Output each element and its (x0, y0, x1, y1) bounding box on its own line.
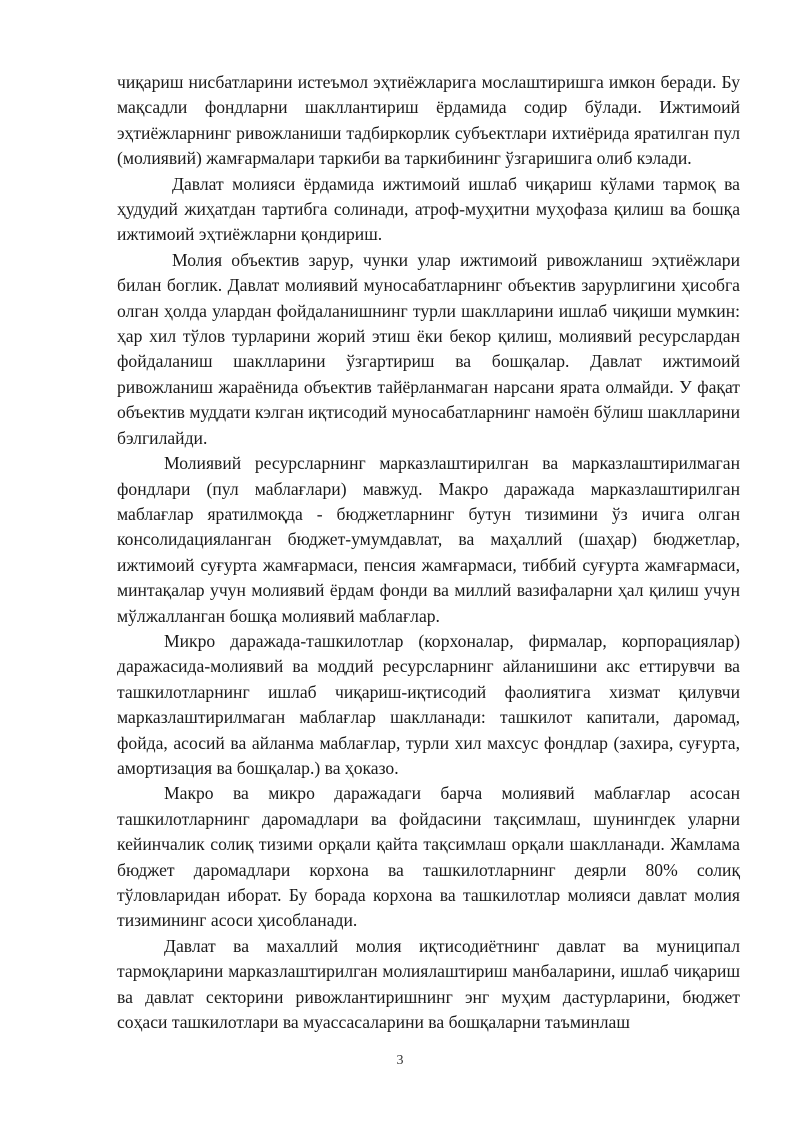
page-number: 3 (396, 1053, 404, 1068)
paragraph-6: Макро ва микро даражадаги барча молиявий маблағлар асосан ташкилотларнинг даромадлари ва фойдасини тақсимлаш, шунингдек уларни кейинчалик солиқ тизими орқали қайта тақсимлаш орқали шаклланади. Жамлама бюджет даромадлари корхона ва ташкилотларнинг деярли 80% солиқ тўловларидан иборат. Бу борада корхона ва ташкилотлар молияси давлат молия тизимининг асоси ҳисобланади. (117, 783, 740, 931)
paragraph-2: Давлат молияси ёрдамида ижтимоий ишлаб чиқариш кўлами тармоқ ва ҳудудий жиҳатдан тартибга солинади, атроф-муҳитни муҳофаза қилиш ва бошқа ижтимоий эҳтиёжларни қондириш. (117, 173, 740, 245)
paragraph-4: Молиявий ресурсларнинг марказлаштирилган ва марказлаштирилмаган фондлари (пул маблағлари) мавжуд. Макро даражада марказлаштирилган маблағлар яратилмоқда - бюджетларнинг бутун тизимини ўз ичига олган консолидацияланган бюджет-умумдавлат, ва маҳаллий (шаҳар) бюджетлар, ижтимоий суғурта жамғармаси, пенсия жамғармаси, тиббий суғурта жамғармаси, минтақалар учун молиявий ёрдам фонди ва миллий вазифаларни ҳал қилиш учун мўлжалланган бошқа молиявий маблағлар. (117, 453, 740, 626)
paragraph-7: Давлат ва махаллий молия иқтисодиётнинг давлат ва муниципал тармоқларини марказлаштирилган молиялаштириш манбаларини, ишлаб чиқариш ва давлат секторини ривожлантиришнинг энг муҳим дастурларини, бюджет соҳаси ташкилотлари ва муассасаларини ва бошқаларни таъминлаш (117, 935, 740, 1033)
paragraph-5: Микро даражада-ташкилотлар (корхоналар, фирмалар, корпорациялар) даражасида-молиявий ва моддий ресурсларнинг айланишини акс еттирувчи ва ташкилотларнинг ишлаб чиқариш-иқтисодий фаолиятига хизмат қилувчи марказлаштирилмаган маблағлар шаклланади: ташкилот капитали, даромад, фойда, асосий ва айланма маблағлар, турли хил махсус фондлар (захира, суғурта, амортизация ва бошқалар.) ва ҳоказо. (117, 630, 740, 778)
paragraph-1: чиқариш нисбатларини истеъмол эҳтиёжларига мослаштиришга имкон беради. Бу мақсадли фондларни шакллантириш ёрдамида содир бўлади. Ижтимоий эҳтиёжларнинг ривожланиши тадбиркорлик субъектлари ихтиёрида яратилган пул (молиявий) жамғармалари таркиби ва таркибининг ўзгаришига олиб кэлади. (117, 72, 740, 169)
paragraph-3: Молия объектив зарур, чунки улар ижтимоий ривожланиш эҳтиёжлари билан боглик. Давлат молиявий муносабатларнинг объектив зарурлигини ҳисобга олган ҳолда улардан фойдаланишнинг турли шаклларини ишлаб чиқиши мумкин: ҳар хил тўлов турларини жорий этиш ёки бекор қилиш, молиявий ресурслардан фойдаланиш шаклларини ўзгартириш ва бошқалар. Давлат ижтимоий ривожланиш жараёнида объектив тайёрланмаган нарсани ярата олмайди. У фақат объектив муддати кэлган иқтисодий муносабатларнинг намоён бўлиш шаклларини бэлгилайди. (117, 249, 740, 448)
document-body (117, 70, 740, 1035)
